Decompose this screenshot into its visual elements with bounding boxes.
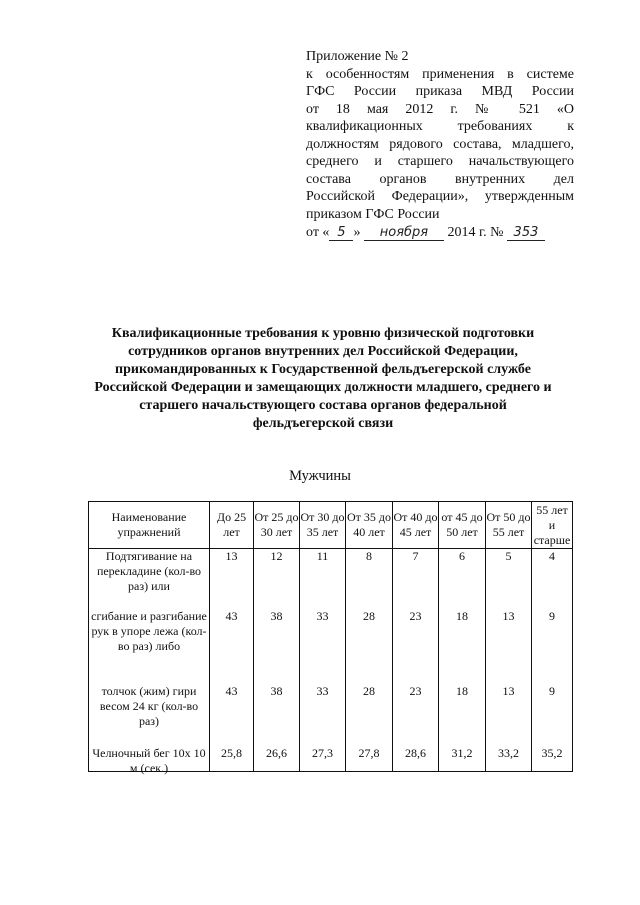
exercise-cell [89,549,210,775]
appendix-line: среднего и старшего начальствующего [306,154,574,169]
date-prefix: от « [306,225,330,240]
handwritten-month: ноября [364,226,444,241]
table-row [89,549,573,772]
appendix-line: квалификационных требованиях к [306,119,574,134]
norm-value: 7 [412,549,419,563]
norm-value: 4 [549,549,555,563]
norm-value: 13 [225,549,238,563]
appendix-line: состава органов внутренних дел [306,171,574,187]
appendix-line: приказом ГФС России [306,206,440,222]
column-header: 55 лет и старше [532,502,573,549]
appendix-line: должностям рядового состава, младшего, [306,136,574,152]
column-header: От 40 до 45 лет [393,502,439,549]
norm-value: 9 [549,609,555,623]
value-cell [486,549,532,772]
norm-value: 28,6 [405,746,426,760]
norm-value: 12 [270,549,283,563]
appendix-block [306,48,574,242]
order-date-line [306,224,574,242]
norm-value: 43 [225,609,238,623]
norm-value: 13 [502,684,515,698]
norms-table [88,501,573,775]
norm-value: 9 [549,684,555,698]
norm-value: 18 [456,684,468,698]
table-header-row [89,502,573,549]
appendix-body [306,66,574,224]
value-cell [346,549,393,772]
value-cell [254,549,300,772]
column-header: От 50 до 55 лет [486,502,532,549]
norm-value: 33,2 [498,746,519,760]
date-mid: » [353,225,361,240]
column-header: От 35 до 40 лет [346,502,393,549]
norm-value: 33 [316,609,329,623]
norm-value: 43 [225,684,238,698]
column-header: Наименование упражнений [89,502,210,549]
value-cell [210,549,254,772]
norm-value: 38 [270,609,283,623]
appendix-line: к особенностям применения в системе [306,66,574,82]
value-cell [393,549,439,772]
norm-value: 18 [456,609,468,623]
norm-value: 27,3 [312,746,333,760]
appendix-line: Российской Федерации», утвержденным [306,189,574,204]
norm-value: 5 [505,549,512,563]
column-header: От 25 до 30 лет [254,502,300,549]
exercise-name: толчок (жим) гири весом 24 кг (кол-во раз) [99,684,199,728]
appendix-title: Приложение № 2 [306,49,409,64]
norm-value: 35,2 [541,746,563,760]
exercise-name: Подтягивание на перекладине (кол-во раз) или [96,549,202,593]
norm-value: 38 [270,684,283,698]
document-heading: Квалификационные требования к уровню физической подготовки сотрудников органов внутренних дел Российской Федерации, прикомандированных к Государственной фельдъегерской службе Российской Федерации и замещающих должности младшего, среднего и старшего начальствующего состава органов федеральной фельдъегерской связи [94,326,552,431]
norm-value: 8 [366,549,372,563]
norm-value: 28 [363,609,375,623]
section-title: Мужчины [289,468,351,484]
handwritten-day: 5 [329,226,353,241]
appendix-line: от 18 мая 2012 г. № 521 «О [306,101,574,117]
norm-value: 33 [316,684,329,698]
exercise-name: сгибание и разгибание рук в упоре лежа (кол-во раз) либо [91,609,207,653]
value-cell [439,549,486,772]
value-cell [300,549,346,772]
norm-value: 31,2 [451,746,473,760]
exercise-name: Челночный бег 10х 10 м (сек.) [92,746,206,775]
norm-value: 6 [459,549,465,563]
norm-value: 27,8 [358,746,380,760]
norm-value: 11 [316,549,329,563]
norm-value: 28 [363,684,375,698]
column-header: от 45 до 50 лет [439,502,486,549]
appendix-line: ГФС России приказа МВД России [306,84,574,99]
norm-value: 23 [409,609,422,623]
norm-value: 26,6 [266,746,287,760]
handwritten-order-number: 353 [507,226,545,241]
date-year: 2014 г. № [447,225,504,240]
norm-value: 13 [502,609,515,623]
norm-value: 25,8 [221,746,242,760]
column-header: От 30 до 35 лет [300,502,346,549]
value-cell [532,549,573,772]
column-header: До 25 лет [210,502,254,549]
norm-value: 23 [409,684,422,698]
